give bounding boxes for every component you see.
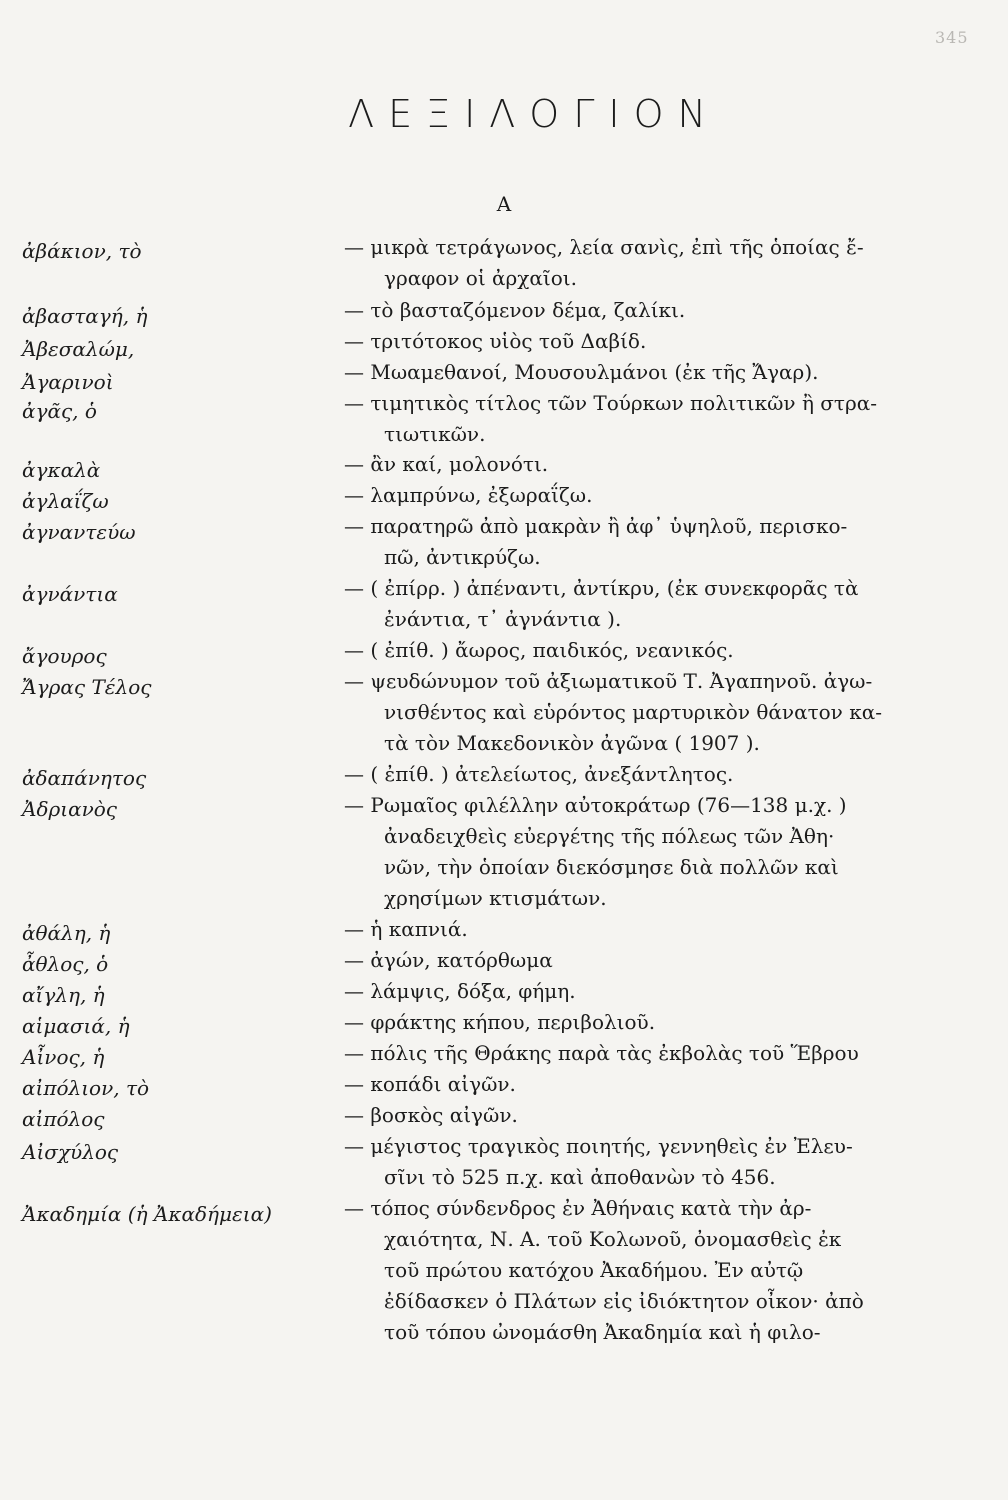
definition-line: — μέγιστος τραγικὸς ποιητής, γεννηθεὶς ἐν Ἐλευ- xyxy=(344,1134,853,1158)
definition-line: χρησίμων κτισμάτων. xyxy=(384,886,607,910)
definition-line: — ἀγών, κατόρθωμα xyxy=(344,948,553,972)
entry-term: ἆθλος, ὁ xyxy=(22,952,109,976)
entry-definition xyxy=(344,1100,904,1131)
definition-line: — μικρὰ τετράγωνος, λεία σανὶς, ἐπὶ τῆς ὁποίας ἔ- xyxy=(344,235,864,259)
entry-term: Ἀβεσαλώμ, xyxy=(22,337,135,361)
page-number: 345 xyxy=(935,28,969,47)
definition-line: τοῦ τόπου ὠνομάσθη Ἀκαδημία καὶ ἡ φιλο- xyxy=(384,1320,821,1344)
entry-term: ἀθάλη, ἡ xyxy=(22,921,111,945)
entry-definition xyxy=(344,914,904,945)
entry-term: αἰπόλιον, τὸ xyxy=(22,1076,150,1100)
definition-line: — Μωαμεθανοί, Μουσουλμάνοι (ἐκ τῆς Ἄγαρ). xyxy=(344,360,819,384)
definition-line: — ἂν καί, μολονότι. xyxy=(344,452,549,476)
entry-definition xyxy=(344,976,904,1007)
definition-line: — βοσκὸς αἰγῶν. xyxy=(344,1103,518,1127)
definition-line: — τὸ βασταζόμενον δέμα, ζαλίκι. xyxy=(344,298,686,322)
definition-line: ἐνάντια, τ᾽ ἀγνάντια ). xyxy=(384,607,622,631)
entry-term: Αἶνος, ἡ xyxy=(22,1045,105,1069)
definition-line: — ψευδώνυμον τοῦ ἀξιωματικοῦ Τ. Ἀγαπηνοῦ. ἀγω- xyxy=(344,669,873,693)
definition-line: — παρατηρῶ ἀπὸ μακρὰν ἢ ἀφ᾽ ὑψηλοῦ, περισκο- xyxy=(344,514,848,538)
entry-definition xyxy=(344,666,904,759)
entry-term: ἀγᾶς, ὁ xyxy=(22,399,97,423)
definition-line: τιωτικῶν. xyxy=(384,422,486,446)
page-title: ΛΕΞΙΛΟΓΙΟΝ xyxy=(348,92,720,136)
definition-line: — λαμπρύνω, ἐξωραΐζω. xyxy=(344,483,593,507)
definition-line: τὰ τὸν Μακεδονικὸν ἀγῶνα ( 1907 ). xyxy=(384,731,760,755)
definition-line: — ( ἐπίρρ. ) ἀπέναντι, ἀντίκρυ, (ἐκ συνεκφορᾶς τὰ xyxy=(344,576,859,600)
entry-term: Αἰσχύλος xyxy=(22,1140,119,1164)
definition-line: — κοπάδι αἰγῶν. xyxy=(344,1072,516,1096)
entry-term: αἰπόλος xyxy=(22,1107,105,1131)
entry-term: Ἀκαδημία (ἡ Ἀκαδήμεια) xyxy=(22,1202,272,1226)
entry-definition xyxy=(344,480,904,511)
entry-definition xyxy=(344,945,904,976)
entry-term: ἄγουρος xyxy=(22,644,107,668)
definition-line: — πόλις τῆς Θράκης παρὰ τὰς ἐκβολὰς τοῦ Ἕβρου xyxy=(344,1041,859,1065)
section-letter: Α xyxy=(496,192,512,216)
entry-term: αἴγλη, ἡ xyxy=(22,983,105,1007)
entry-definition xyxy=(344,232,904,294)
entry-term: ἀγναντεύω xyxy=(22,520,136,544)
definition-line: — ( ἐπίθ. ) ἀτελείωτος, ἀνεξάντλητος. xyxy=(344,762,734,786)
definition-line: νῶν, τὴν ὁποίαν διεκόσμησε διὰ πολλῶν καὶ xyxy=(384,855,839,879)
entry-definition xyxy=(344,326,904,357)
entry-definition xyxy=(344,635,904,666)
entry-definition xyxy=(344,1069,904,1100)
definition-line: — ( ἐπίθ. ) ἄωρος, παιδικός, νεανικός. xyxy=(344,638,734,662)
entry-term: αἱμασιά, ἡ xyxy=(22,1014,130,1038)
entry-definition xyxy=(344,1131,904,1193)
entry-term: ἀβάκιον, τὸ xyxy=(22,239,142,263)
definition-line: σῖνι τὸ 525 π.χ. καὶ ἀποθανὼν τὸ 456. xyxy=(384,1165,776,1189)
entry-term: ἀγλαΐζω xyxy=(22,489,109,513)
definition-line: ἀναδειχθεὶς εὐεργέτης τῆς πόλεως τῶν Ἀθη· xyxy=(384,824,835,848)
definition-line: — λάμψις, δόξα, φήμη. xyxy=(344,979,576,1003)
entry-definition xyxy=(344,1193,904,1348)
entry-definition xyxy=(344,1038,904,1069)
definition-line: — τιμητικὸς τίτλος τῶν Τούρκων πολιτικῶν ἢ στρα- xyxy=(344,391,878,415)
entry-term: ἀβασταγή, ἡ xyxy=(22,304,148,328)
entry-term: Ἀγαρινοὶ xyxy=(22,370,114,394)
definition-line: γραφον οἱ ἀρχαῖοι. xyxy=(384,266,577,290)
definition-line: τοῦ πρώτου κατόχου Ἀκαδήμου. Ἐν αὐτῷ xyxy=(384,1258,804,1282)
definition-line: — Ρωμαῖος φιλέλλην αὐτοκράτωρ (76—138 μ.χ. ) xyxy=(344,793,847,817)
entry-definition xyxy=(344,790,904,914)
entry-definition xyxy=(344,449,904,480)
entry-definition xyxy=(344,511,904,573)
entry-term: ἀδαπάνητος xyxy=(22,766,147,790)
entry-definition xyxy=(344,295,904,326)
definition-line: — τριτότοκος υἱὸς τοῦ Δαβίδ. xyxy=(344,329,647,353)
entry-term: Ἄγρας Τέλος xyxy=(22,675,152,699)
entry-term: ἀγνάντια xyxy=(22,582,118,606)
entry-definition xyxy=(344,388,904,450)
entry-definition xyxy=(344,357,904,388)
definition-line: — ἡ καπνιά. xyxy=(344,917,468,941)
entry-term: ἀγκαλὰ xyxy=(22,458,101,482)
entry-definition xyxy=(344,573,904,635)
definition-line: χαιότητα, Ν. Α. τοῦ Κολωνοῦ, ὀνομασθεὶς ἐκ xyxy=(384,1227,842,1251)
definition-line: πῶ, ἀντικρύζω. xyxy=(384,545,541,569)
entry-definition xyxy=(344,1007,904,1038)
definition-line: — φράκτης κήπου, περιβολιοῦ. xyxy=(344,1010,656,1034)
definition-line: ἐδίδασκεν ὁ Πλάτων εἰς ἰδιόκτητον οἶκον· ἀπὸ xyxy=(384,1289,864,1313)
entry-definition xyxy=(344,759,904,790)
definition-line: νισθέντος καὶ εὑρόντος μαρτυρικὸν θάνατον κα- xyxy=(384,700,882,724)
definition-line: — τόπος σύνδενδρος ἐν Ἀθήναις κατὰ τὴν ἀρ- xyxy=(344,1196,812,1220)
entry-term: Ἀδριανὸς xyxy=(22,797,117,821)
